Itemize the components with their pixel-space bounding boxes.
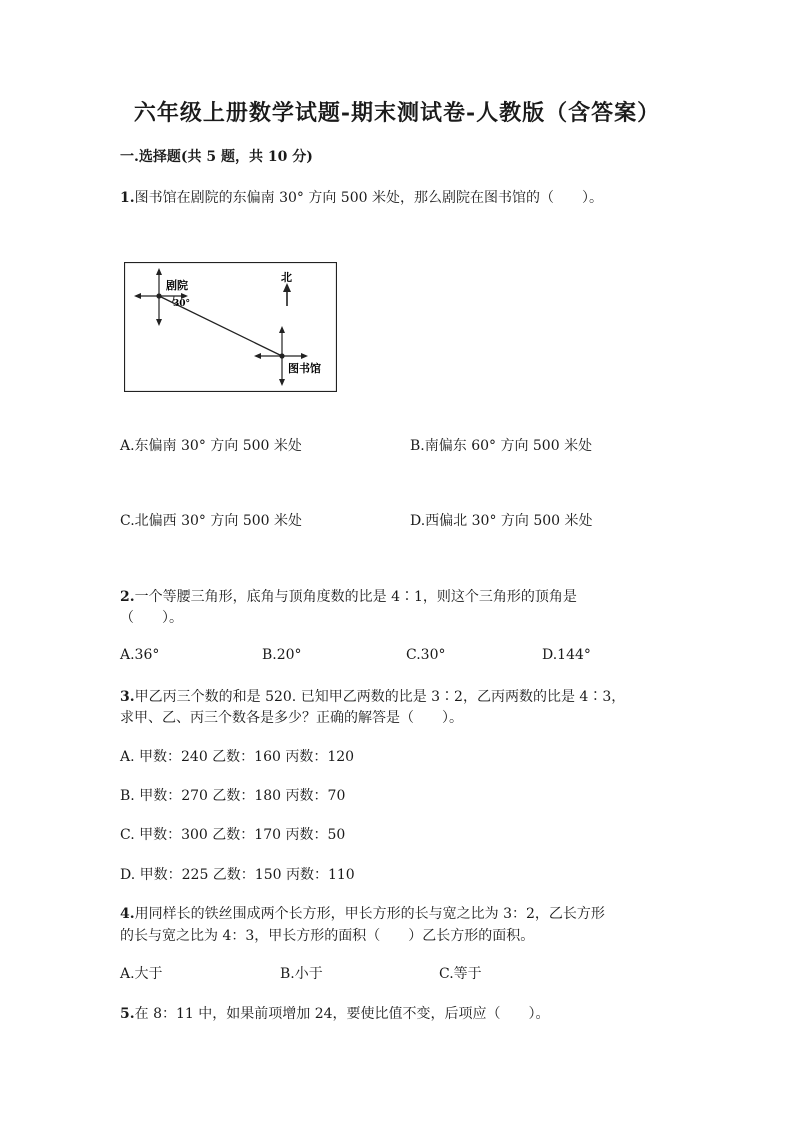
option-b[interactable]: B.20° (262, 647, 302, 663)
angle-label: 30° (173, 299, 191, 309)
option-a[interactable]: A.东偏南 30° 方向 500 米处 (120, 438, 302, 454)
option-c[interactable]: C.30° (406, 647, 446, 663)
question-text: 图书馆在剧院的东偏南 30° 方向 500 米处，那么剧院在图书馆的（ ）。 (134, 190, 603, 206)
library-south-arrow (279, 379, 285, 386)
question-3 (120, 686, 625, 706)
question-number: 5. (120, 1006, 135, 1022)
library-north-arrow (279, 326, 285, 333)
question-number: 4. (120, 906, 135, 922)
question-1 (120, 187, 603, 207)
question-2 (120, 586, 577, 606)
question-text-line-1: 甲乙丙三个数的和是 520. 已知甲乙两数的比是 3∶2，乙丙两数的比是 4∶3， (134, 689, 626, 705)
option-c[interactable]: C. 甲数：300 乙数：170 丙数：50 (120, 827, 346, 843)
question-text-line-2: 的长与宽之比为 4：3，甲长方形的面积（ ）乙长方形的面积。 (120, 928, 535, 944)
option-a[interactable]: A. 甲数：240 乙数：160 丙数：120 (120, 749, 355, 765)
option-a[interactable]: A.36° (120, 647, 160, 663)
theater-label: 剧院 (166, 279, 188, 292)
library-point (279, 353, 284, 358)
option-d[interactable]: D. 甲数：225 乙数：150 丙数：110 (120, 867, 355, 883)
section-heading: 一.选择题(共 5 题，共 10 分) (120, 149, 313, 165)
question-text: 在 8：11 中，如果前项增加 24，要使比值不变，后项应（ ）。 (134, 1006, 550, 1022)
option-b[interactable]: B.小于 (280, 966, 323, 982)
library-east-arrow (301, 353, 308, 359)
theater-south-arrow (156, 319, 162, 326)
option-d[interactable]: D.西偏北 30° 方向 500 米处 (410, 513, 593, 529)
question-text-line-2: 求甲、乙、丙三个数各是多少？正确的解答是（ ）。 (120, 710, 463, 726)
page-title: 六年级上册数学试题-期末测试卷-人教版（含答案） (133, 100, 661, 126)
option-b[interactable]: B.南偏东 60° 方向 500 米处 (410, 438, 593, 454)
option-d[interactable]: D.144° (542, 647, 591, 663)
question-4 (120, 903, 605, 923)
option-b[interactable]: B. 甲数：270 乙数：180 丙数：70 (120, 788, 346, 804)
north-indicator-arrow (283, 283, 291, 292)
compass-direction-figure (124, 262, 337, 392)
question-number: 3. (120, 689, 135, 705)
option-c[interactable]: C.等于 (439, 966, 482, 982)
north-label: 北 (281, 271, 292, 284)
question-text-line-2: （ ）。 (120, 610, 183, 626)
option-c[interactable]: C.北偏西 30° 方向 500 米处 (120, 513, 302, 529)
option-a[interactable]: A.大于 (120, 966, 163, 982)
question-5 (120, 1003, 550, 1023)
theater-north-arrow (156, 268, 162, 275)
library-label: 图书馆 (288, 362, 321, 375)
library-west-arrow (254, 353, 261, 359)
question-text-line-1: 用同样长的铁丝围成两个长方形，甲长方形的长与宽之比为 3：2，乙长方形 (134, 906, 605, 922)
question-number: 1. (120, 190, 135, 206)
question-number: 2. (120, 589, 135, 605)
theater-west-arrow (134, 293, 141, 299)
question-text-line-1: 一个等腰三角形，底角与顶角度数的比是 4∶1，则这个三角形的顶角是 (134, 589, 577, 605)
